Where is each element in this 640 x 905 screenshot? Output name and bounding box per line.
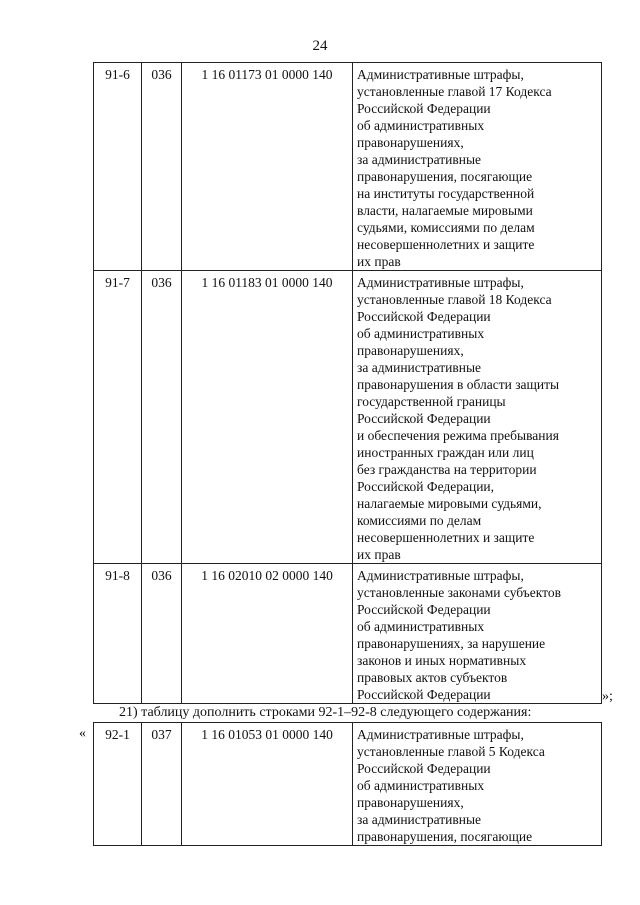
description-line: Административные штрафы, xyxy=(357,67,524,82)
admin-code-cell: 036 xyxy=(142,63,182,271)
description-line: Российской Федерации xyxy=(357,309,491,324)
table-row xyxy=(94,723,602,846)
description-line: без гражданства на территории xyxy=(357,462,537,477)
description-line: установленные главой 5 Кодекса xyxy=(357,744,545,759)
fines-table-top xyxy=(93,62,602,704)
description-line: правонарушениях, xyxy=(357,795,464,810)
description-line: несовершеннолетних и защите xyxy=(357,237,535,252)
description-line: Российской Федерации xyxy=(357,101,491,116)
description-line: Административные штрафы, xyxy=(357,275,524,290)
description-line: государственной границы xyxy=(357,394,506,409)
budget-code-cell: 1 16 01053 01 0000 140 xyxy=(182,723,353,846)
description-line: Российской Федерации xyxy=(357,761,491,776)
description-line: власти, налагаемые мировыми xyxy=(357,203,533,218)
description-line: установленные главой 17 Кодекса xyxy=(357,84,552,99)
description-line: об административных xyxy=(357,619,485,634)
description-line: и обеспечения режима пребывания xyxy=(357,428,559,443)
description-line: правонарушения, посягающие xyxy=(357,169,533,184)
description-line: Административные штрафы, xyxy=(357,727,524,742)
budget-code-cell: 1 16 02010 02 0000 140 xyxy=(182,564,353,704)
description-line: правонарушениях, за нарушение xyxy=(357,636,546,651)
fines-table-top-body xyxy=(94,63,602,704)
admin-code-cell: 036 xyxy=(142,271,182,564)
description-line: Российской Федерации xyxy=(357,687,491,702)
row-number-cell: 92-1 xyxy=(94,723,142,846)
description-line: налагаемые мировыми судьями, xyxy=(357,496,542,511)
table-row xyxy=(94,564,602,704)
row-number-cell: 91-6 xyxy=(94,63,142,271)
fines-table-bottom xyxy=(93,722,602,846)
description-line: Российской Федерации, xyxy=(357,479,495,494)
description-line: правонарушениях, xyxy=(357,135,464,150)
description-line: их прав xyxy=(357,254,401,269)
description-line: за административные xyxy=(357,360,482,375)
description-line: правовых актов субъектов xyxy=(357,670,508,685)
description-line: комиссиями по делам xyxy=(357,513,482,528)
description-line: судьями, комиссиями по делам xyxy=(357,220,535,235)
description-line: Российской Федерации xyxy=(357,602,491,617)
table-row xyxy=(94,63,602,271)
description-line: за административные xyxy=(357,152,482,167)
admin-code-cell: 036 xyxy=(142,564,182,704)
description-line: иностранных граждан или лиц xyxy=(357,445,534,460)
description-line: на институты государственной xyxy=(357,186,535,201)
description-line: за административные xyxy=(357,812,482,827)
description-line: правонарушения, посягающие xyxy=(357,829,533,844)
budget-code-cell: 1 16 01173 01 0000 140 xyxy=(182,63,353,271)
amendment-paragraph: 21) таблицу дополнить строками 92-1–92-8 следующего содержания: xyxy=(119,705,532,720)
fines-table-bottom-body xyxy=(94,723,602,846)
description-line: их прав xyxy=(357,547,401,562)
opening-quote: « xyxy=(79,726,86,741)
description-line: Российской Федерации xyxy=(357,411,491,426)
description-line: правонарушения в области защиты xyxy=(357,377,560,392)
description-line: установленные законами субъектов xyxy=(357,585,562,600)
table-row xyxy=(94,271,602,564)
closing-quote: »; xyxy=(602,689,613,704)
description-cell xyxy=(353,564,602,704)
description-line: правонарушениях, xyxy=(357,343,464,358)
description-line: Административные штрафы, xyxy=(357,568,524,583)
description-cell xyxy=(353,63,602,271)
description-line: об административных xyxy=(357,778,485,793)
page-number: 24 xyxy=(312,38,328,54)
row-number-cell: 91-7 xyxy=(94,271,142,564)
description-cell xyxy=(353,271,602,564)
description-line: об административных xyxy=(357,118,485,133)
description-line: об административных xyxy=(357,326,485,341)
description-line: несовершеннолетних и защите xyxy=(357,530,535,545)
description-cell xyxy=(353,723,602,846)
admin-code-cell: 037 xyxy=(142,723,182,846)
description-line: законов и иных нормативных xyxy=(357,653,527,668)
row-number-cell: 91-8 xyxy=(94,564,142,704)
description-line: установленные главой 18 Кодекса xyxy=(357,292,552,307)
budget-code-cell: 1 16 01183 01 0000 140 xyxy=(182,271,353,564)
